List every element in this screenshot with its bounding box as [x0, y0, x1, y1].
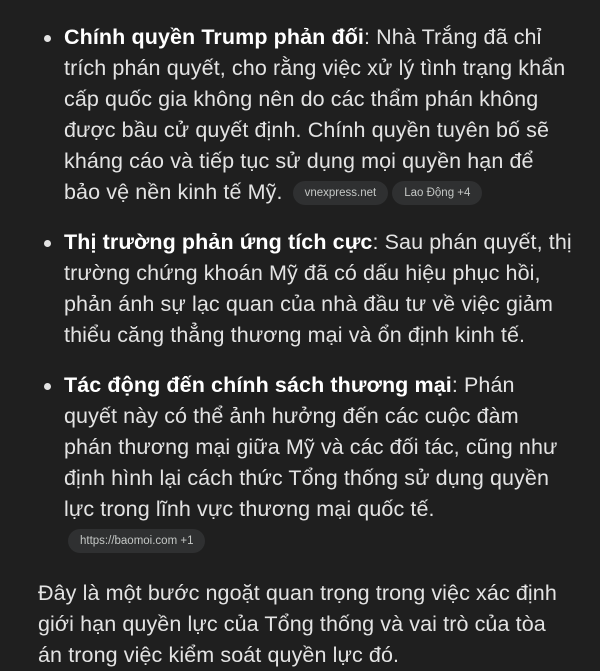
list-item-text: : Sau phán quyết, thị trường chứng khoán Mỹ đã có dấu hiệu phục hồi, phản ánh sự lạc quan của nhà đầu tư về việc giảm thiểu căng thẳng thương mại và ổn định kinh tế.	[64, 230, 572, 347]
list-item-trade-policy	[0, 370, 600, 556]
list-item-text: : Nhà Trắng đã chỉ trích phán quyết, cho rằng việc xử lý tình trạng khẩn cấp quốc gia không nên do các thẩm phán không được bầu cử quyết định. Chính quyền tuyên bố sẽ kháng cáo và tiếp tục sử dụng mọi quyền hạn để bảo vệ nền kinh tế Mỹ.	[64, 25, 566, 204]
list-item-market-reaction	[0, 227, 600, 351]
closing-paragraph: Đây là một bước ngoặt quan trọng trong việc xác định giới hạn quyền lực của Tổng thống và vai trò của tòa án trong việc kiểm soát quyền lực đó.	[38, 581, 557, 667]
bullet-list	[0, 22, 600, 556]
list-item-title: Thị trường phản ứng tích cực	[64, 230, 373, 254]
source-chip-vnexpress[interactable]: vnexpress.net	[293, 181, 389, 205]
source-chip-baomoi[interactable]: https://baomoi.com +1	[68, 529, 205, 553]
list-item-title: Tác động đến chính sách thương mại	[64, 373, 452, 397]
list-item-text: : Phán quyết này có thể ảnh hưởng đến các cuộc đàm phán thương mại giữa Mỹ và các đối tác, cũng như định hình lại cách thức Tổng thống sử dụng quyền lực trong lĩnh vực thương mại quốc tế.	[64, 373, 558, 521]
list-item-trump-administration	[0, 22, 600, 208]
bullet-dot	[44, 35, 51, 42]
bullet-dot	[44, 240, 51, 247]
list-item-title: Chính quyền Trump phản đối	[64, 25, 364, 49]
source-chip-laodong[interactable]: Lao Động +4	[392, 181, 482, 205]
bullet-dot	[44, 383, 51, 390]
